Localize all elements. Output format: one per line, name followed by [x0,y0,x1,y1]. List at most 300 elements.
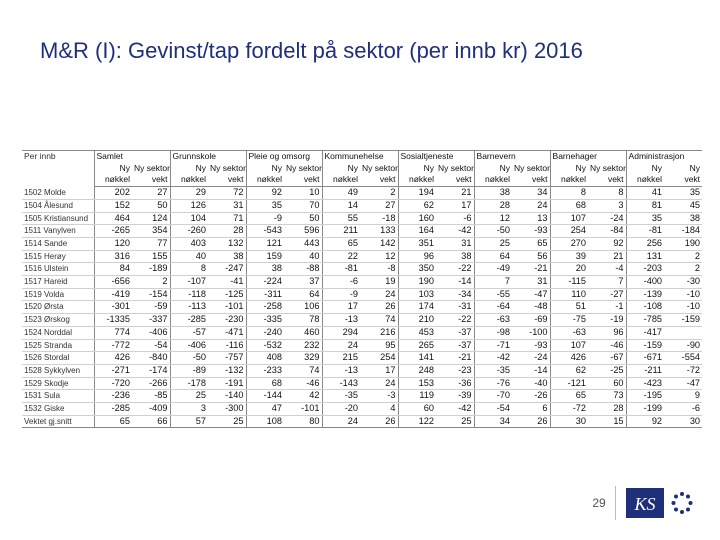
value-cell: -34 [436,288,474,301]
value-cell: -81 [322,263,360,276]
subheader-cell: nøkkel [474,174,512,186]
value-cell: -543 [246,225,284,238]
value-cell: -406 [132,326,170,339]
municipality-name: 1520 Ørsta [22,301,94,314]
value-cell: -178 [170,377,208,390]
table-subheader-bottom [22,174,702,186]
value-cell: -14 [436,276,474,289]
total-value-cell: 66 [132,415,170,428]
table-body [22,151,702,428]
table-row [22,377,702,390]
value-cell: -1335 [94,314,132,327]
value-cell: 160 [398,212,436,225]
value-cell: -266 [132,377,170,390]
subheader-cell: nøkkel [626,174,664,186]
value-cell: 354 [132,225,170,238]
value-cell: -72 [664,364,702,377]
value-cell: -118 [170,288,208,301]
value-cell: -125 [208,288,246,301]
value-cell: 106 [284,301,322,314]
value-cell: 131 [626,250,664,263]
value-cell: 464 [94,212,132,225]
value-cell: -656 [94,276,132,289]
value-cell: 41 [626,187,664,200]
value-cell: 316 [94,250,132,263]
subheader-cell: nøkkel [550,174,588,186]
value-cell: 17 [436,199,474,212]
value-cell: 12 [360,250,398,263]
value-cell: -70 [474,390,512,403]
municipality-name: 1531 Sula [22,390,94,403]
table-row [22,364,702,377]
value-cell: 42 [284,390,322,403]
subheader-cell: Ny [170,163,208,175]
value-cell: -265 [94,225,132,238]
value-cell: -6 [664,403,702,416]
table-row [22,352,702,365]
table-row [22,187,702,200]
value-cell: -47 [664,377,702,390]
value-cell: 25 [474,237,512,250]
municipality-name: 1511 Vanylven [22,225,94,238]
value-cell: 211 [322,225,360,238]
value-cell: 62 [398,199,436,212]
value-cell: 8 [170,263,208,276]
municipality-name: 1516 Ulstein [22,263,94,276]
value-cell: -757 [208,352,246,365]
total-value-cell: 24 [322,415,360,428]
value-cell: -671 [626,352,664,365]
value-cell: 133 [360,225,398,238]
value-cell: -423 [626,377,664,390]
header-group: Pleie og omsorg [246,151,322,163]
table-row [22,212,702,225]
value-cell: 155 [132,250,170,263]
value-cell: 10 [284,187,322,200]
municipality-name: 1517 Hareid [22,276,94,289]
header-per-innb: Per innb [22,151,94,163]
value-cell: 141 [398,352,436,365]
value-cell: 81 [626,199,664,212]
value-cell: 103 [398,288,436,301]
subheader-cell: Ny [550,163,588,175]
value-cell: 426 [550,352,588,365]
value-cell: 24 [512,199,550,212]
value-cell: 19 [360,276,398,289]
value-cell: 60 [588,377,626,390]
value-cell: 104 [170,212,208,225]
value-cell: 29 [170,187,208,200]
total-value-cell: 26 [360,415,398,428]
value-cell: -39 [436,390,474,403]
table-row [22,199,702,212]
subheader-cell: vekt [208,174,246,186]
value-cell: 21 [436,187,474,200]
value-cell: -9 [246,212,284,225]
value-cell: -10 [664,301,702,314]
value-cell: -93 [512,339,550,352]
value-cell: -8 [360,263,398,276]
ks-logo-icon [626,487,698,519]
value-cell: 60 [398,403,436,416]
value-cell: -211 [626,364,664,377]
value-cell: 110 [550,288,588,301]
value-cell: -47 [512,288,550,301]
value-cell: -258 [246,301,284,314]
value-cell: 95 [360,339,398,352]
value-cell: 190 [664,237,702,250]
value-cell: 329 [284,352,322,365]
value-cell: 152 [94,199,132,212]
value-cell: -19 [588,314,626,327]
value-cell: -720 [94,377,132,390]
value-cell: 21 [588,250,626,263]
table-row [22,250,702,263]
value-cell: 403 [170,237,208,250]
value-cell: -417 [626,326,664,339]
subheader-cell: Ny sektor [590,162,626,173]
value-cell: -101 [208,301,246,314]
municipality-name: 1504 Ålesund [22,199,94,212]
value-cell: -72 [550,403,588,416]
value-cell: -26 [512,390,550,403]
value-cell: 31 [436,237,474,250]
value-cell: -37 [436,339,474,352]
value-cell: 24 [360,377,398,390]
value-cell: -25 [588,364,626,377]
municipality-name: 1524 Norddal [22,326,94,339]
value-cell: -121 [550,377,588,390]
footer-divider [615,486,616,520]
value-cell: 596 [284,225,322,238]
value-cell: -48 [512,301,550,314]
value-cell: -18 [360,212,398,225]
value-cell: 443 [284,237,322,250]
value-cell: 38 [436,250,474,263]
value-cell: 74 [284,364,322,377]
value-cell: 68 [550,199,588,212]
value-cell: -88 [284,263,322,276]
value-cell: 34 [512,187,550,200]
value-cell: 35 [626,212,664,225]
value-cell: 124 [132,212,170,225]
value-cell: 119 [398,390,436,403]
value-cell: 72 [208,187,246,200]
value-cell: 37 [284,276,322,289]
table-row [22,288,702,301]
value-cell: -191 [208,377,246,390]
value-cell: 31 [208,199,246,212]
value-cell: 3 [588,199,626,212]
table-row [22,301,702,314]
value-cell: -71 [474,339,512,352]
total-value-cell: 26 [512,415,550,428]
municipality-name: 1502 Molde [22,187,94,200]
value-cell: -139 [626,288,664,301]
municipality-name: 1529 Skodje [22,377,94,390]
value-cell: 24 [360,288,398,301]
value-cell: -285 [94,403,132,416]
value-cell: -46 [588,339,626,352]
value-cell: -300 [208,403,246,416]
value-cell: 13 [512,212,550,225]
value-cell: -3 [360,390,398,403]
value-cell: -113 [170,301,208,314]
subheader-cell: Ny sektor [438,162,474,173]
value-cell: 460 [284,326,322,339]
value-cell: 28 [208,225,246,238]
subheader-cell: Ny [322,163,360,175]
value-cell: -50 [474,225,512,238]
value-cell: -57 [170,326,208,339]
value-cell: 202 [94,187,132,200]
value-cell: -89 [170,364,208,377]
value-cell: -54 [474,403,512,416]
value-cell: -184 [664,225,702,238]
value-cell: 65 [550,390,588,403]
value-cell: -21 [436,352,474,365]
subheader-cell: nøkkel [170,174,208,186]
value-cell: 6 [512,403,550,416]
value-cell: -337 [132,314,170,327]
total-value-cell: 34 [474,415,512,428]
value-cell: 47 [246,403,284,416]
value-cell: 254 [360,352,398,365]
value-cell: -54 [132,339,170,352]
value-cell: 68 [246,377,284,390]
value-cell: 31 [512,276,550,289]
subheader-cell: vekt [132,174,170,186]
total-value-cell: 30 [550,415,588,428]
value-cell: -42 [436,225,474,238]
table-row [22,276,702,289]
blank-cell [22,163,94,175]
table-row [22,403,702,416]
value-cell: 174 [398,301,436,314]
value-cell: 2 [360,187,398,200]
value-cell: 26 [360,301,398,314]
value-cell: -144 [246,390,284,403]
value-cell: 254 [550,225,588,238]
total-value-cell: 57 [170,415,208,428]
value-cell: 38 [208,250,246,263]
value-cell: 65 [512,237,550,250]
value-cell: 28 [588,403,626,416]
value-cell: -554 [664,352,702,365]
value-cell [664,326,702,339]
total-value-cell: 30 [664,415,702,428]
value-cell: 153 [398,377,436,390]
value-cell: 2 [132,276,170,289]
logo-text: KS [634,494,656,514]
subheader-cell: vekt [360,174,398,186]
subheader-cell: vekt [284,174,322,186]
value-cell: -335 [246,314,284,327]
value-cell: -36 [436,377,474,390]
value-cell: 132 [208,237,246,250]
value-cell: 45 [664,199,702,212]
table-row [22,225,702,238]
value-cell: 92 [588,237,626,250]
subheader-cell: vekt [664,174,702,186]
subheader-cell: vekt [512,174,550,186]
value-cell: 194 [398,187,436,200]
value-cell: 408 [246,352,284,365]
value-cell: 351 [398,237,436,250]
value-cell: 159 [246,250,284,263]
total-value-cell: 80 [284,415,322,428]
value-cell: -55 [474,288,512,301]
value-cell: 40 [170,250,208,263]
value-cell: -67 [588,352,626,365]
total-value-cell: 92 [626,415,664,428]
value-cell: -108 [626,301,664,314]
value-cell: 77 [132,237,170,250]
value-cell: 774 [94,326,132,339]
municipality-name: 1526 Stordal [22,352,94,365]
value-cell: 216 [360,326,398,339]
value-cell: -174 [132,364,170,377]
value-cell: -21 [512,263,550,276]
value-cell: -101 [284,403,322,416]
value-cell: -41 [208,276,246,289]
municipality-name: 1519 Volda [22,288,94,301]
value-cell: 64 [284,288,322,301]
value-cell: 38 [246,263,284,276]
value-cell: -189 [132,263,170,276]
value-cell: -115 [550,276,588,289]
municipality-name: 1528 Sykkylven [22,364,94,377]
value-cell: 2 [664,250,702,263]
value-cell: -195 [626,390,664,403]
value-cell: 256 [626,237,664,250]
subheader-cell: Ny sektor [514,162,550,173]
value-cell: 38 [474,187,512,200]
header-group: Administrasjon [626,151,702,163]
value-cell: 12 [474,212,512,225]
value-cell: -20 [322,403,360,416]
value-cell: 17 [360,364,398,377]
slide-title: M&R (I): Gevinst/tap fordelt på sektor (per innb kr) 2016 [40,38,583,63]
value-cell: -23 [436,364,474,377]
value-cell: -199 [626,403,664,416]
header-group: Barnevern [474,151,550,163]
value-cell: -107 [170,276,208,289]
value-cell: 22 [322,250,360,263]
subheader-cell: nøkkel [398,174,436,186]
table-row [22,326,702,339]
value-cell: -24 [512,352,550,365]
value-cell: 51 [550,301,588,314]
value-cell: 121 [246,237,284,250]
value-cell: -271 [94,364,132,377]
value-cell: -159 [664,314,702,327]
value-cell: -50 [170,352,208,365]
value-cell: -13 [322,364,360,377]
value-cell: 164 [398,225,436,238]
value-cell: -37 [436,326,474,339]
total-label: Vektet gj.snitt [22,415,94,428]
value-cell: -224 [246,276,284,289]
municipality-name: 1505 Kristiansund [22,212,94,225]
value-cell: -64 [474,301,512,314]
value-cell: 40 [284,250,322,263]
value-cell: -24 [588,212,626,225]
blank-cell [22,174,94,186]
value-cell: 71 [208,212,246,225]
value-cell: -75 [550,314,588,327]
value-cell: 78 [284,314,322,327]
value-cell: 49 [322,187,360,200]
value-cell: -100 [512,326,550,339]
value-cell: -14 [512,364,550,377]
value-cell: 25 [170,390,208,403]
value-cell: -27 [588,288,626,301]
subheader-cell: nøkkel [322,174,360,186]
value-cell: -301 [94,301,132,314]
subheader-cell: Ny [626,163,664,175]
value-cell: -63 [550,326,588,339]
value-cell: 142 [360,237,398,250]
value-cell: -49 [474,263,512,276]
header-group: Barnehager [550,151,626,163]
value-cell: 4 [360,403,398,416]
value-cell: -40 [512,377,550,390]
value-cell: 50 [284,212,322,225]
table-row [22,314,702,327]
value-cell: -840 [132,352,170,365]
value-cell: -419 [94,288,132,301]
value-cell: -90 [664,339,702,352]
value-cell: 70 [284,199,322,212]
value-cell: 96 [588,326,626,339]
value-cell: -260 [170,225,208,238]
value-cell: 17 [322,301,360,314]
table-group-header [22,151,702,163]
subheader-cell: vekt [436,174,474,186]
value-cell: 294 [322,326,360,339]
total-value-cell: 108 [246,415,284,428]
value-cell: 39 [550,250,588,263]
subheader-cell: Ny sektor [134,162,170,173]
value-cell: 7 [474,276,512,289]
value-cell: 92 [246,187,284,200]
value-cell: -30 [664,276,702,289]
subheader-cell: Ny sektor [362,162,398,173]
value-cell: 270 [550,237,588,250]
table-row [22,263,702,276]
value-cell: 65 [322,237,360,250]
subheader-cell: nøkkel [94,174,132,186]
value-cell: -400 [626,276,664,289]
value-cell: 27 [360,199,398,212]
value-cell: -409 [132,403,170,416]
value-cell: 248 [398,364,436,377]
value-cell: -233 [246,364,284,377]
total-value-cell: 15 [588,415,626,428]
value-cell: -247 [208,263,246,276]
header-group: Samlet [94,151,170,163]
value-cell: -132 [208,364,246,377]
value-cell: 232 [284,339,322,352]
total-value-cell: 25 [436,415,474,428]
value-cell: -6 [436,212,474,225]
value-cell: -10 [664,288,702,301]
value-cell: -203 [626,263,664,276]
value-cell: 20 [550,263,588,276]
value-cell: 107 [550,339,588,352]
value-cell: 24 [322,339,360,352]
